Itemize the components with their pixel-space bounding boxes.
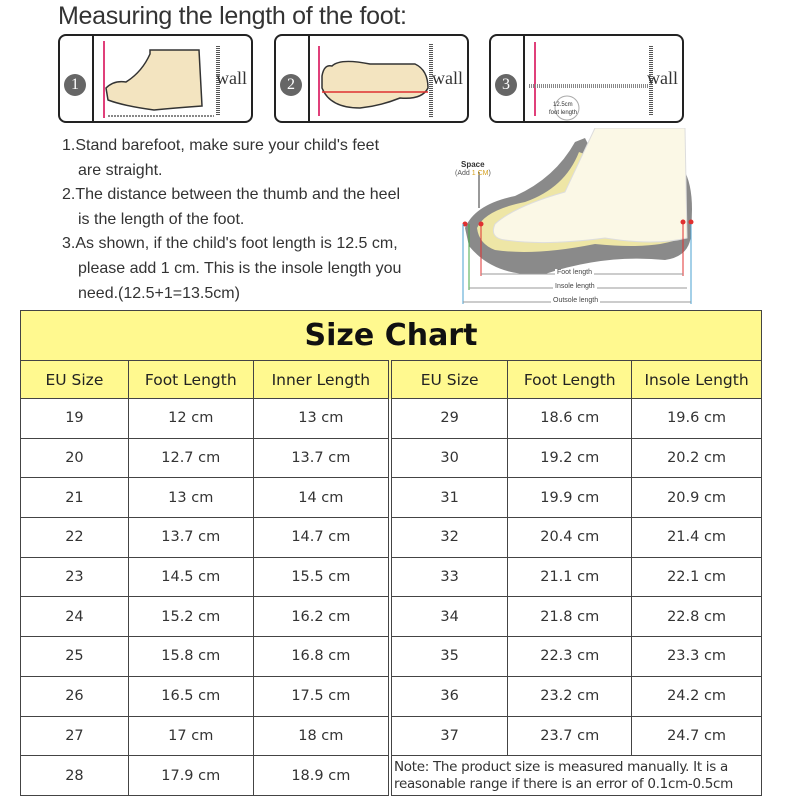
- table-cell: 18.9 cm: [253, 756, 390, 796]
- table-cell: 16.8 cm: [253, 637, 390, 677]
- measurement-note: Note: The product size is measured manually. It is a reasonable range if there is an error of 0.1cm-0.5cm: [390, 756, 762, 796]
- table-cell: 35: [390, 637, 508, 677]
- step-3-illustration: [489, 34, 684, 123]
- table-cell: 17.9 cm: [128, 756, 253, 796]
- table-cell: 19.2 cm: [508, 438, 632, 478]
- table-row: [21, 676, 762, 716]
- table-cell: 16.2 cm: [253, 597, 390, 637]
- column-header: Inner Length: [253, 361, 390, 399]
- table-cell: 22.1 cm: [632, 557, 762, 597]
- foot-side-icon: [94, 36, 224, 122]
- table-cell: 26: [21, 676, 129, 716]
- add-suffix: ): [488, 170, 491, 177]
- add-value: 1 CM: [471, 170, 489, 177]
- foot-top-icon: [310, 36, 440, 122]
- table-cell: 13.7 cm: [128, 518, 253, 558]
- step-number: 2: [280, 74, 302, 96]
- column-header: EU Size: [21, 361, 129, 399]
- size-chart-title: Size Chart: [21, 311, 762, 361]
- table-cell: 21.8 cm: [508, 597, 632, 637]
- instructions: [62, 134, 442, 306]
- table-cell: 23.7 cm: [508, 716, 632, 756]
- ruler-icon: [525, 36, 655, 122]
- shoe-diagram: [455, 128, 700, 308]
- table-cell: 20: [21, 438, 129, 478]
- instruction-3-cont: please add 1 cm. This is the insole length you: [78, 259, 402, 277]
- table-cell: 21: [21, 478, 129, 518]
- table-cell: 36: [390, 676, 508, 716]
- step-number: 3: [495, 74, 517, 96]
- table-cell: 24.2 cm: [632, 676, 762, 716]
- table-cell: 20.9 cm: [632, 478, 762, 518]
- table-cell: 13 cm: [128, 478, 253, 518]
- add-prefix: (Add: [455, 170, 472, 177]
- measure-label: foot length: [549, 110, 578, 116]
- table-cell: 27: [21, 716, 129, 756]
- table-cell: 32: [390, 518, 508, 558]
- table-cell: 37: [390, 716, 508, 756]
- table-cell: 15.5 cm: [253, 557, 390, 597]
- table-row: [21, 597, 762, 637]
- table-row: [21, 557, 762, 597]
- table-cell: 14.7 cm: [253, 518, 390, 558]
- wall-label: wall: [432, 68, 463, 88]
- table-cell: 18.6 cm: [508, 399, 632, 439]
- table-cell: 15.8 cm: [128, 637, 253, 677]
- step-number: 1: [64, 74, 86, 96]
- table-cell: 19.6 cm: [632, 399, 762, 439]
- shoe-foot-icon: [455, 128, 700, 308]
- table-row: [21, 478, 762, 518]
- table-row: [21, 637, 762, 677]
- table-cell: 34: [390, 597, 508, 637]
- insole-length-label: Insole length: [555, 283, 595, 290]
- column-header: Insole Length: [632, 361, 762, 399]
- table-cell: 13.7 cm: [253, 438, 390, 478]
- table-cell: 15.2 cm: [128, 597, 253, 637]
- table-row: [21, 438, 762, 478]
- wall-label: wall: [647, 68, 678, 88]
- table-row: [21, 518, 762, 558]
- table-cell: 17.5 cm: [253, 676, 390, 716]
- step-1-illustration: [58, 34, 253, 123]
- table-cell: 22.8 cm: [632, 597, 762, 637]
- table-cell: 24: [21, 597, 129, 637]
- table-cell: 29: [390, 399, 508, 439]
- table-cell: 31: [390, 478, 508, 518]
- table-cell: 22: [21, 518, 129, 558]
- instruction-2-cont: is the length of the foot.: [78, 210, 245, 228]
- table-cell: 23: [21, 557, 129, 597]
- outsole-length-label: Outsole length: [553, 297, 599, 304]
- column-header: EU Size: [390, 361, 508, 399]
- table-cell: 24.7 cm: [632, 716, 762, 756]
- column-header: Foot Length: [508, 361, 632, 399]
- space-label: Space: [461, 160, 485, 169]
- step-2-illustration: [274, 34, 469, 123]
- instruction-1-cont: are straight.: [78, 161, 163, 179]
- table-cell: 21.4 cm: [632, 518, 762, 558]
- table-row: [21, 756, 762, 796]
- instruction-1: 1.Stand barefoot, make sure your child's feet: [62, 137, 380, 154]
- instruction-3: 3.As shown, if the child's foot length is 12.5 cm,: [62, 235, 398, 253]
- size-chart-table: [20, 310, 762, 796]
- table-cell: 18 cm: [253, 716, 390, 756]
- column-header: Foot Length: [128, 361, 253, 399]
- table-cell: 21.1 cm: [508, 557, 632, 597]
- table-cell: 13 cm: [253, 399, 390, 439]
- table-cell: 30: [390, 438, 508, 478]
- measure-value: 12.5cm: [553, 102, 573, 108]
- table-cell: 33: [390, 557, 508, 597]
- table-cell: 12 cm: [128, 399, 253, 439]
- table-cell: 23.3 cm: [632, 637, 762, 677]
- table-cell: 23.2 cm: [508, 676, 632, 716]
- instruction-3-cont2: need.(12.5+1=13.5cm): [78, 284, 240, 302]
- table-cell: 19: [21, 399, 129, 439]
- instruction-2: 2.The distance between the thumb and the heel: [62, 186, 401, 204]
- table-cell: 28: [21, 756, 129, 796]
- space-add-label: [455, 170, 491, 177]
- table-cell: 16.5 cm: [128, 676, 253, 716]
- page-heading: Measuring the length of the foot:: [58, 2, 407, 30]
- table-cell: 12.7 cm: [128, 438, 253, 478]
- table-cell: 14.5 cm: [128, 557, 253, 597]
- table-row: [21, 716, 762, 756]
- foot-length-label: Foot length: [557, 269, 593, 276]
- table-cell: 22.3 cm: [508, 637, 632, 677]
- table-cell: 14 cm: [253, 478, 390, 518]
- wall-label: wall: [216, 68, 247, 88]
- table-cell: 20.4 cm: [508, 518, 632, 558]
- table-row: [21, 399, 762, 439]
- table-cell: 19.9 cm: [508, 478, 632, 518]
- table-cell: 25: [21, 637, 129, 677]
- table-cell: 17 cm: [128, 716, 253, 756]
- table-cell: 20.2 cm: [632, 438, 762, 478]
